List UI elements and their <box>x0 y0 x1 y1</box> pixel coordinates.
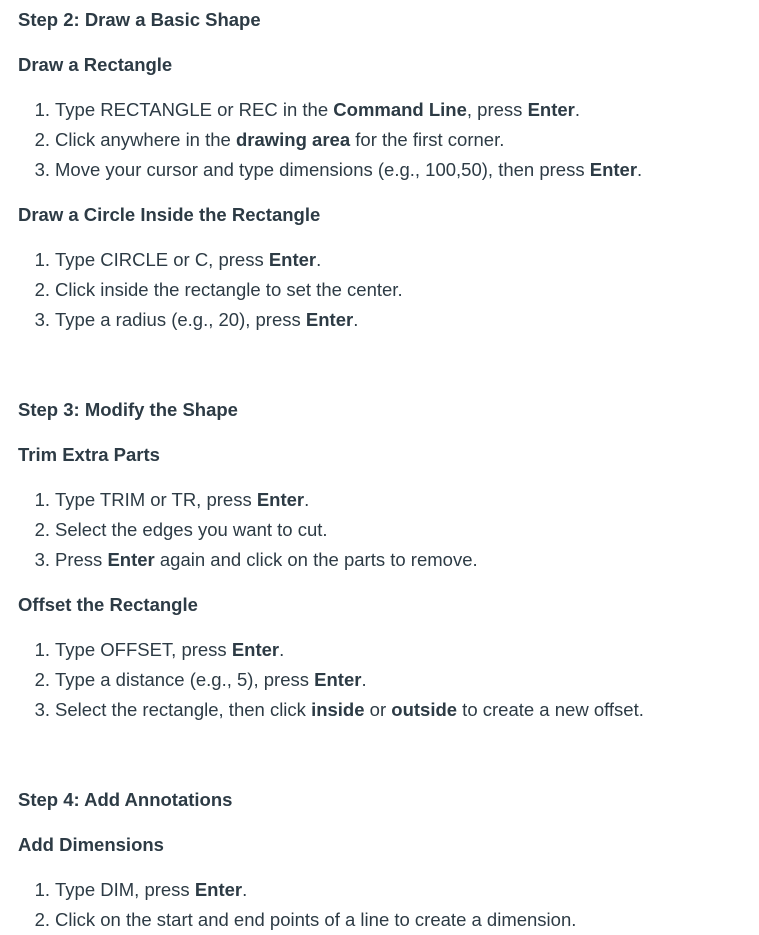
item-text: Type a distance (e.g., 5), press <box>55 669 315 690</box>
list-item <box>18 695 759 725</box>
item-text: . <box>353 309 359 330</box>
item-text: Type OFFSET, press <box>55 639 232 660</box>
item-text: for the first corner. <box>350 129 505 150</box>
list-item <box>18 95 759 125</box>
subsection-heading: Trim Extra Parts <box>18 444 160 465</box>
bold-term: Enter <box>589 159 638 180</box>
bold-term: Command Line <box>333 99 467 120</box>
list-number: 1. <box>34 639 50 660</box>
subsection-heading: Add Dimensions <box>18 834 164 855</box>
instruction-list <box>18 95 759 185</box>
instruction-list <box>18 245 759 335</box>
step-heading: Step 2: Draw a Basic Shape <box>18 9 261 30</box>
item-text: , press <box>466 99 528 120</box>
list-number: 2. <box>34 279 50 300</box>
list-item <box>18 245 759 275</box>
item-text: or <box>364 699 392 720</box>
subsection <box>18 440 759 575</box>
list-number: 2. <box>34 669 50 690</box>
subsection-heading: Offset the Rectangle <box>18 594 198 615</box>
list-item <box>18 635 759 665</box>
subsection-heading: Draw a Rectangle <box>18 54 173 75</box>
bold-term: Enter <box>305 309 354 330</box>
item-text: Type DIM, press <box>55 879 195 900</box>
list-number: 1. <box>34 879 50 900</box>
bold-term: Enter <box>231 639 280 660</box>
item-text: . <box>316 249 322 270</box>
list-item <box>18 125 759 155</box>
list-item <box>18 875 759 905</box>
list-number: 3. <box>34 159 50 180</box>
item-text: Select the rectangle, then click <box>55 699 312 720</box>
list-item <box>18 515 759 545</box>
step-section <box>18 785 759 935</box>
list-number: 1. <box>34 249 50 270</box>
list-number: 2. <box>34 519 50 540</box>
item-text: Type TRIM or TR, press <box>55 489 257 510</box>
list-number: 1. <box>34 489 50 510</box>
item-text: Move your cursor and type dimensions (e.g., 100,50), then press <box>55 159 590 180</box>
list-item <box>18 665 759 695</box>
item-text: Press <box>55 549 108 570</box>
step-heading: Step 3: Modify the Shape <box>18 399 238 420</box>
item-text: Click anywhere in the <box>55 129 236 150</box>
item-text: . <box>304 489 310 510</box>
item-text: . <box>574 99 581 120</box>
bold-term: Enter <box>527 99 575 120</box>
subsection <box>18 50 759 185</box>
item-text: again and click on the parts to remove. <box>154 549 478 570</box>
item-text: . <box>242 879 248 900</box>
instruction-list <box>18 635 759 725</box>
item-text: Click on the start and end points of a line to create a dimension. <box>55 909 577 930</box>
subsection <box>18 590 759 725</box>
bold-term: Enter <box>268 249 317 270</box>
list-number: 2. <box>34 909 50 930</box>
bold-term: inside <box>311 699 365 720</box>
subsection <box>18 830 759 935</box>
list-item <box>18 485 759 515</box>
item-text: . <box>361 669 367 690</box>
bold-term: Enter <box>314 669 362 690</box>
list-item <box>18 545 759 575</box>
subsection <box>18 200 759 335</box>
item-text: Click inside the rectangle to set the center. <box>55 279 403 300</box>
instruction-list <box>18 875 759 935</box>
step-section <box>18 5 759 335</box>
item-text: Select the edges you want to cut. <box>55 519 328 540</box>
bold-term: Enter <box>194 879 243 900</box>
bold-term: drawing area <box>235 129 351 150</box>
list-number: 3. <box>34 699 50 720</box>
item-text: Type CIRCLE or C, press <box>55 249 269 270</box>
instruction-list <box>18 485 759 575</box>
step-section <box>18 395 759 725</box>
step-heading: Step 4: Add Annotations <box>18 789 233 810</box>
subsection-heading: Draw a Circle Inside the Rectangle <box>18 204 321 225</box>
bold-term: Enter <box>107 549 155 570</box>
list-item <box>18 155 759 185</box>
list-number: 3. <box>34 549 50 570</box>
list-number: 1. <box>34 99 50 120</box>
item-text: to create a new offset. <box>457 699 644 720</box>
list-number: 2. <box>34 129 50 150</box>
bold-term: outside <box>391 699 458 720</box>
list-item <box>18 905 759 935</box>
item-text: Type RECTANGLE or REC in the <box>55 99 334 120</box>
item-text: . <box>637 159 643 180</box>
list-number: 3. <box>34 309 50 330</box>
item-text: Type a radius (e.g., 20), press <box>55 309 306 330</box>
item-text: . <box>279 639 285 660</box>
list-item <box>18 275 759 305</box>
list-item <box>18 305 759 335</box>
bold-term: Enter <box>256 489 305 510</box>
